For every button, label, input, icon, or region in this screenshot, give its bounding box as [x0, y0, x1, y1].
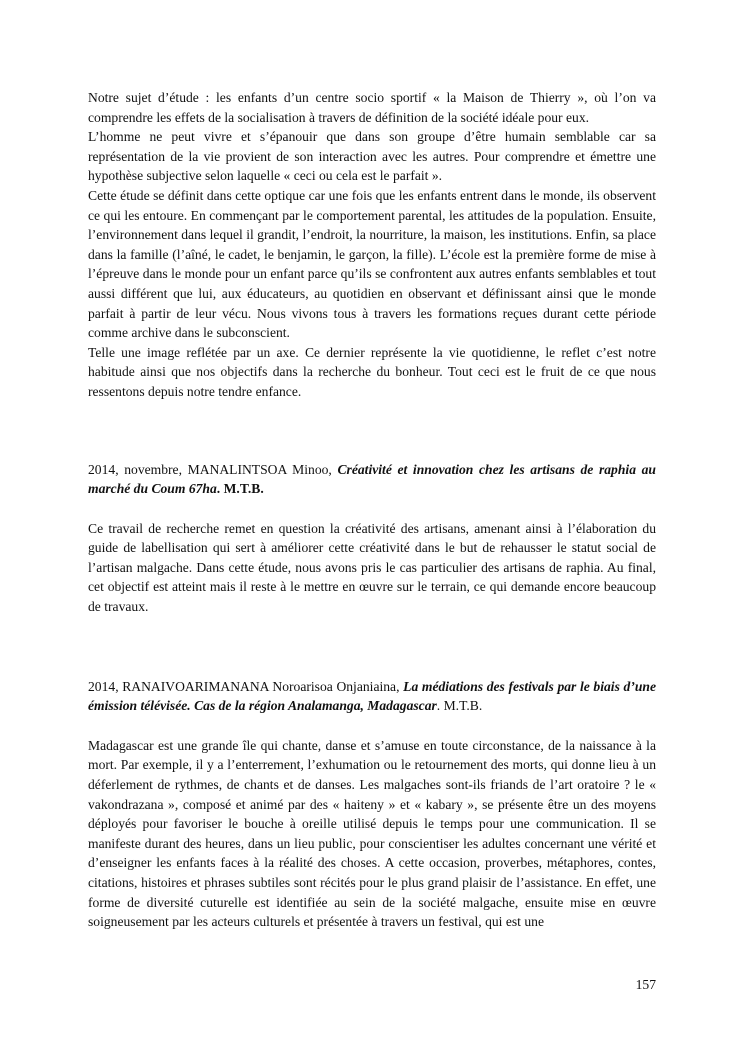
entry-1-title: Créativité et innovation chez les artisans de raphia au marché du Coum 67ha: [88, 461, 656, 497]
section-spacer: [88, 499, 656, 519]
entry-1-suffix: . M.T.B.: [216, 481, 264, 497]
intro-paragraph: Notre sujet d’étude : les enfants d’un centre socio sportif « la Maison de Thierry », où l’on va comprendre les effets de la socialisation à travers de définition de la société idéale pour eux.: [88, 90, 656, 125]
section-spacer: [88, 716, 656, 736]
entry-2-citation: [88, 677, 656, 716]
intro-paragraph: Cette étude se définit dans cette optique car une fois que les enfants entrent dans le monde, ils observent ce qui les entoure. En commençant par le comportement parental, les attitudes de la population. Ensuite, l’environnement dans lequel il grandit, l’endroit, la nourriture, la maison, les institutions. Enfin, sa place dans la famille (l’aîné, le cadet, le benjamin, le garçon, la fille). L’école est la première forme de mise à l’épreuve dans le monde pour un enfant parce qu’ils se confrontent aux autres enfants semblables et tout aussi différent que lui, aux éducateurs, au quotidien en observant et définissant ainsi que le monde parfait à partir de leur vécu. Nous vivons tous à travers les formations reçues durant cette période comme archive dans le subconscient.: [88, 187, 656, 341]
entry-2-title: La médiations des festivals par le biais d’une émission télévisée. Cas de la région Analamanga, Madagascar: [88, 678, 656, 714]
entry-1-authors: 2014, novembre, MANALINTSOA Minoo,: [88, 461, 338, 477]
entry-1-citation: [88, 460, 656, 499]
intro-paragraph: L’homme ne peut vivre et s’épanouir que dans son groupe d’être humain semblable car sa représentation de la vie provient de son interaction avec les autres. Pour comprendre et émettre une hypothèse subjective selon laquelle « ceci ou cela est le parfait ».: [88, 129, 656, 184]
intro-paragraph: Telle une image reflétée par un axe. Ce dernier représente la vie quotidienne, le reflet c’est notre habitude ainsi que nos objectifs dans la recherche du bonheur. Tout ceci est le fruit de ce que nous ressentons depuis notre tendre enfance.: [88, 344, 656, 399]
document-page: [88, 88, 656, 932]
entry-2-abstract: Madagascar est une grande île qui chante, danse et s’amuse en toute circonstance, de la naissance à la mort. Par exemple, il y a l’enterrement, l’exhumation ou le retournement des morts, qui donne lieu à un déferlement de rythmes, de chants et de danses. Les malgaches sont-ils friands de l’art oratoire ? le « vakondrazana », composé et animé par des « haiteny » et « kabary », se présente être un des moyens déployés pour favoriser le bouche à oreille utilisé depuis le temps pour une communication. Il se manifeste durant des heures, dans un lieu public, pour conscientiser les adultes concernant une vérité et d’enseigner les enfants faces à la réalité des choses. A cette occasion, proverbes, métaphores, contes, citations, histoires et phrases subtiles sont récités pour le plus grand plaisir de l’assistance. En effet, une forme de diversité cuturelle est identifiée au sein de la société malgache, ensuite mise en œuvre soigneusement par les acteurs culturels et présentée à travers un festival, qui est une: [88, 737, 656, 930]
section-spacer: [88, 402, 656, 460]
entry-2-suffix: . M.T.B.: [436, 698, 483, 714]
entry-2-authors: 2014, RANAIVOARIMANANA Noroarisoa Onjaniaina,: [88, 678, 404, 694]
page-number: 157: [635, 977, 656, 992]
entry-1-abstract: Ce travail de recherche remet en question la créativité des artisans, amenant ainsi à l’élaboration du guide de labellisation qui sert à améliorer cette créativité dans le but de rehausser le statut social de l’artisan malgache. Dans cette étude, nous avons pris le cas particulier des artisans de raphia. Au final, cet objectif est atteint mais il reste à le mettre en œuvre sur le terrain, ce qui demande encore beaucoup de travaux.: [88, 520, 656, 615]
section-spacer: [88, 617, 656, 677]
